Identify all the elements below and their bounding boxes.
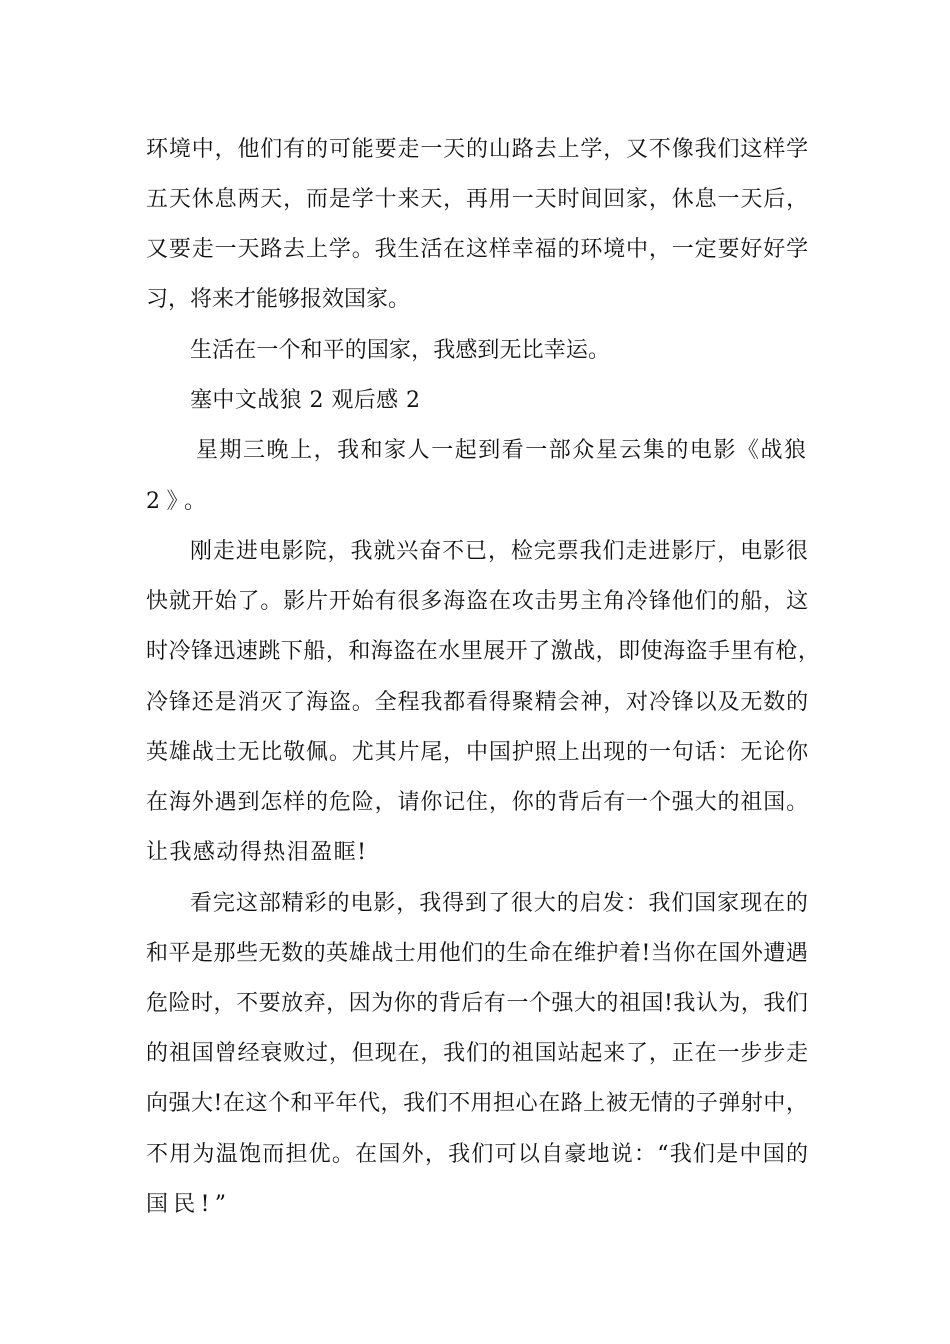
text-line: 冷锋还是消灭了海盗。全程我都看得聚精会神，对冷锋以及无数的 (146, 690, 809, 715)
text-line: 的祖国曾经衰败过，但现在，我们的祖国站起来了，正在一步步走 (146, 1041, 809, 1066)
text-line: 习，将来才能够报效国家。 (146, 287, 411, 312)
text-line: 2》。 (146, 489, 213, 514)
text-line: 看完这部精彩的电影，我得到了很大的启发：我们国家现在的 (190, 891, 809, 916)
text-line: 时冷锋迅速跳下船，和海盗在水里展开了激战，即使海盗手里有枪， (146, 639, 821, 664)
text-line: 快就开始了。影片开始有很多海盗在攻击男主角冷锋他们的船，这 (146, 589, 809, 614)
text-line: 英雄战士无比敬佩。尤其片尾，中国护照上出现的一句话：无论你 (146, 740, 809, 765)
text-line: 危险时，不要放弃，因为你的背后有一个强大的祖国!我认为，我们 (146, 991, 809, 1016)
text-line: 星期三晚上，我和家人一起到看一部众星云集的电影《战狼 (196, 438, 808, 463)
text-line: 生活在一个和平的国家，我感到无比幸运。 (190, 338, 611, 363)
section-heading: 塞中文战狼 2 观后感 2 (190, 388, 421, 413)
text-line: 让我感动得热泪盈眶! (146, 840, 368, 865)
text-line: 和平是那些无数的英雄战士用他们的生命在维护着!当你在国外遭遇 (146, 941, 809, 966)
text-line: 又要走一天路去上学。我生活在这样幸福的环境中，一定要好好学 (146, 237, 809, 262)
text-line: 刚走进电影院，我就兴奋不已，检完票我们走进影厅，电影很 (190, 539, 809, 564)
text-line: 在海外遇到怎样的危险，请你记住，你的背后有一个强大的祖国。 (146, 790, 809, 815)
text-line: 五天休息两天，而是学十来天，再用一天时间回家，休息一天后， (146, 187, 809, 212)
text-line: 不用为温饱而担优。在国外，我们可以自豪地说：“我们是中国的 (146, 1142, 810, 1167)
text-line: 向强大!在这个和平年代，我们不用担心在路上被无情的子弹射中， (146, 1091, 809, 1116)
text-line: 国民!” (146, 1192, 232, 1217)
text-line: 环境中，他们有的可能要走一天的山路去上学，又不像我们这样学 (146, 137, 809, 162)
